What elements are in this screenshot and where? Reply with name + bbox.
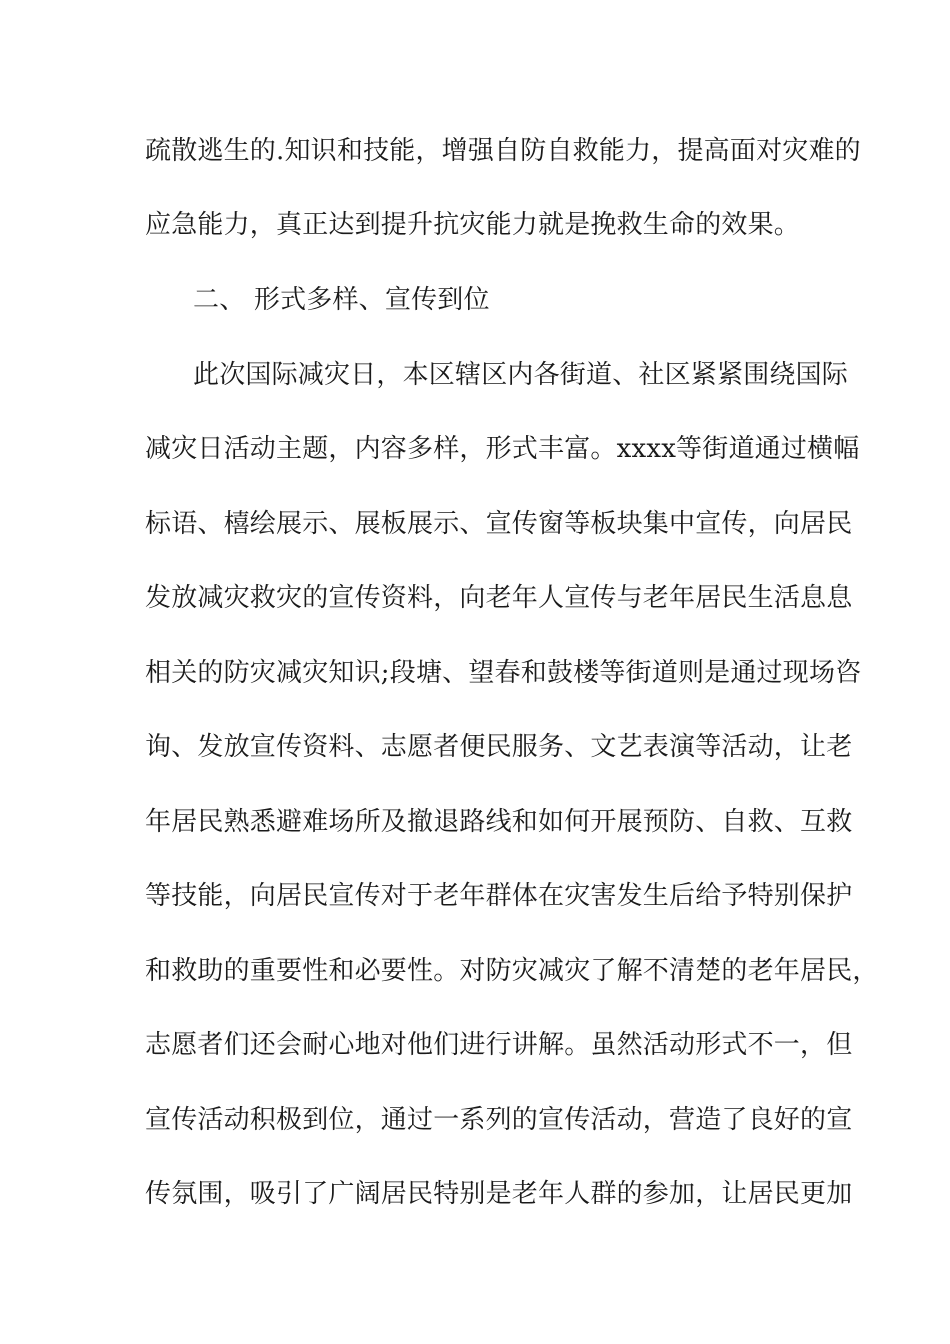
text-line-8: 相关的防灾减灾知识;段塘、望春和鼓楼等街道则是通过现场咨 (145, 658, 862, 688)
text-line-9: 询、发放宣传资料、志愿者便民服务、文艺表演等活动，让老 (145, 732, 853, 762)
text-line-13: 志愿者们还会耐心地对他们进行讲解。虽然活动形式不一，但 (145, 1030, 853, 1060)
text-line-15: 传氛围，吸引了广阔居民特别是老年人群的参加，让居民更加 (145, 1179, 853, 1209)
text-line-10: 年居民熟悉避难场所及撤退路线和如何开展预防、自救、互救 (145, 807, 853, 837)
text-line-14: 宣传活动积极到位，通过一系列的宣传活动，营造了良好的宣 (145, 1105, 853, 1135)
text-line-7: 发放减灾救灾的宣传资料，向老年人宣传与老年居民生活息息 (145, 583, 853, 613)
text-line-5: 减灾日活动主题，内容多样，形式丰富。xxxx等街道通过横幅 (145, 434, 860, 464)
text-line-1: 疏散逃生的.知识和技能，增强自防自救能力，提高面对灾难的 (145, 136, 861, 166)
text-line-11: 等技能，向居民宣传对于老年群体在灾害发生后给予特别保护 (145, 881, 853, 911)
section-heading: 二、 形式多样、宣传到位 (193, 285, 490, 315)
text-line-6: 标语、橲绘展示、展板展示、宣传窗等板块集中宣传，向居民 (145, 509, 853, 539)
text-line-12: 和救助的重要性和必要性。对防灾减灾了解不清楚的老年居民， (145, 956, 879, 986)
text-line-4: 此次国际减灾日，本区辖区内各街道、社区紧紧围绕国际 (193, 360, 849, 390)
text-line-2: 应急能力，真正达到提升抗灾能力就是挽救生命的效果。 (145, 210, 801, 240)
